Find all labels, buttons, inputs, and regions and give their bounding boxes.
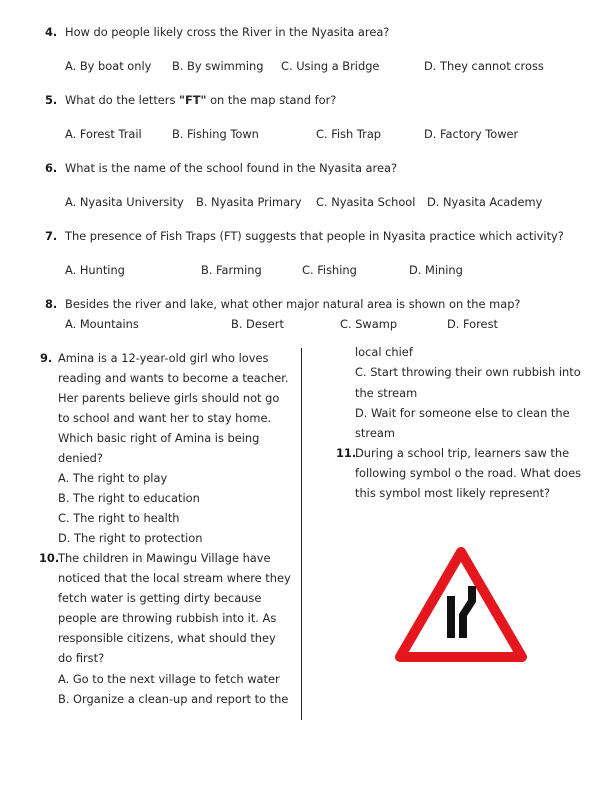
question-text <box>65 93 336 107</box>
question-line: denied? <box>58 451 103 465</box>
question-line: Which basic right of Amina is being <box>58 431 260 445</box>
option-c-continued: the stream <box>355 386 418 400</box>
option-c: C. Swamp <box>340 317 398 331</box>
option-c: C. Fish Trap <box>316 127 382 141</box>
question-text: How do people likely cross the River in the Nyasita area? <box>65 25 390 39</box>
question-text-part: on the map stand for? <box>206 93 337 107</box>
question-line: people are throwing rubbish into it. As <box>58 611 277 625</box>
question-number: 10. <box>39 551 60 565</box>
option-d: D. They cannot cross <box>424 59 544 73</box>
option-d: D. Factory Tower <box>424 127 519 141</box>
option-c: C. Start throwing their own rubbish into <box>355 365 581 379</box>
question-number: 11. <box>336 446 357 460</box>
option-b: B. Farming <box>201 263 262 277</box>
option-d: D. Nyasita Academy <box>427 195 543 209</box>
option-a: A. Forest Trail <box>65 127 142 141</box>
question-line: reading and wants to become a teacher. <box>58 371 289 385</box>
question-number: 5. <box>45 93 58 107</box>
option-d: D. Mining <box>409 263 463 277</box>
option-c: C. The right to health <box>58 511 180 525</box>
question-number: 8. <box>45 297 58 311</box>
question-line: responsible citizens, what should they <box>58 631 276 645</box>
column-divider <box>301 348 302 720</box>
option-a: A. The right to play <box>58 471 168 485</box>
question-number: 6. <box>45 161 58 175</box>
question-text: Besides the river and lake, what other major natural area is shown on the map? <box>65 297 521 311</box>
option-a: A. By boat only <box>65 59 152 73</box>
question-text-part: What do the letters <box>65 93 180 107</box>
question-text-bold: "FT" <box>179 93 207 107</box>
option-c: C. Using a Bridge <box>281 59 380 73</box>
question-text: The presence of Fish Traps (FT) suggests that people in Nyasita practice which activity? <box>65 229 564 243</box>
question-line: do first? <box>58 651 105 665</box>
question-line: Her parents believe girls should not go <box>58 391 280 405</box>
question-number: 4. <box>45 25 58 39</box>
option-a: A. Nyasita University <box>65 195 184 209</box>
option-d: D. Forest <box>447 317 498 331</box>
question-number: 7. <box>45 229 58 243</box>
option-b-continued: local chief <box>355 345 413 359</box>
option-b: B. Organize a clean-up and report to the <box>58 692 289 706</box>
option-a: A. Mountains <box>65 317 139 331</box>
question-line: following symbol o the road. What does <box>355 466 582 480</box>
option-d: D. The right to protection <box>58 531 203 545</box>
option-a: A. Go to the next village to fetch water <box>58 672 280 686</box>
question-text: What is the name of the school found in the Nyasita area? <box>65 161 398 175</box>
option-d: D. Wait for someone else to clean the <box>355 406 570 420</box>
question-line: fetch water is getting dirty because <box>58 591 262 605</box>
option-c: C. Nyasita School <box>316 195 416 209</box>
question-line: The children in Mawingu Village have <box>58 551 271 565</box>
question-line: Amina is a 12-year-old girl who loves <box>58 351 269 365</box>
option-a: A. Hunting <box>65 263 125 277</box>
option-b: B. Nyasita Primary <box>196 195 302 209</box>
question-line: this symbol most likely represent? <box>355 486 551 500</box>
road-narrows-warning-sign-icon <box>395 546 527 664</box>
option-d-continued: stream <box>355 426 395 440</box>
option-b: B. The right to education <box>58 491 200 505</box>
question-line: to school and want her to stay home. <box>58 411 272 425</box>
option-b: B. Fishing Town <box>172 127 259 141</box>
option-b: B. Desert <box>231 317 284 331</box>
question-line: During a school trip, learners saw the <box>355 446 570 460</box>
question-number: 9. <box>40 351 53 365</box>
option-b: B. By swimming <box>172 59 264 73</box>
option-c: C. Fishing <box>302 263 357 277</box>
question-line: noticed that the local stream where they <box>58 571 291 585</box>
